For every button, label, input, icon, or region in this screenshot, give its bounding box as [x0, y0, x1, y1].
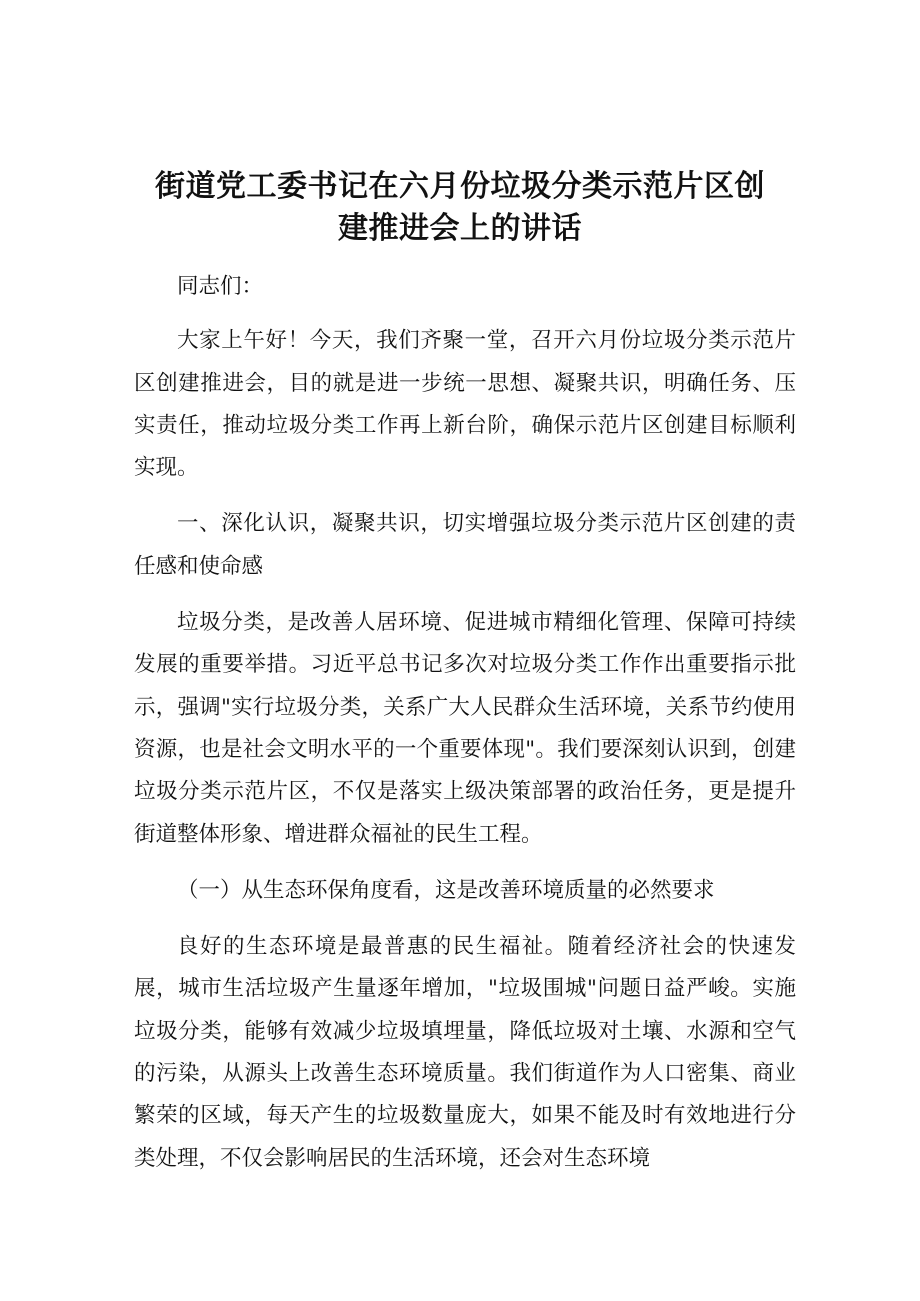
salutation: 同志们： [177, 274, 264, 299]
document-title [120, 166, 800, 250]
title-line-1: 街道党工委书记在六月份垃圾分类示范片区创 [155, 169, 765, 204]
paragraph-ecology: 良好的生态环境是最普惠的民生福祉。随着经济社会的快速发展，城市生活垃圾产生量逐年增加，"垃圾围城"问题日益严峻。实施垃圾分类，能够有效减少垃圾填埋量，降低垃圾对土壤、水源和空气的污染，从源头上改善生态环境质量。我们街道作为人口密集、商业繁荣的区域，每天产生的垃圾数量庞大，如果不能及时有效地进行分类处理，不仅会影响居民的生活环境，还会对生态环境 [134, 934, 796, 1171]
paragraph-opening: 大家上午好！今天，我们齐聚一堂，召开六月份垃圾分类示范片区创建推进会，目的就是进一步统一思想、凝聚共识，明确任务、压实责任，推动垃圾分类工作再上新台阶，确保示范片区创建目标顺利实现。 [134, 328, 796, 481]
title-line-2: 建推进会上的讲话 [338, 211, 582, 246]
paragraph-importance: 垃圾分类，是改善人居环境、促进城市精细化管理、保障可持续发展的重要举措。习近平总书记多次对垃圾分类工作作出重要指示批示，强调"实行垃圾分类，关系广大人民群众生活环境，关系节约使用资源，也是社会文明水平的一个重要体现"。我们要深刻认识到，创建垃圾分类示范片区，不仅是落实上级决策部署的政治任务，更是提升街道整体形象、增进群众福祉的民生工程。 [134, 610, 796, 847]
subsection-heading-1: （一）从生态环保角度看，这是改善环境质量的必然要求 [177, 877, 715, 903]
section-heading-1: 一、深化认识，凝聚共识，切实增强垃圾分类示范片区创建的责任感和使命感 [134, 511, 796, 579]
document-body [134, 266, 796, 1194]
